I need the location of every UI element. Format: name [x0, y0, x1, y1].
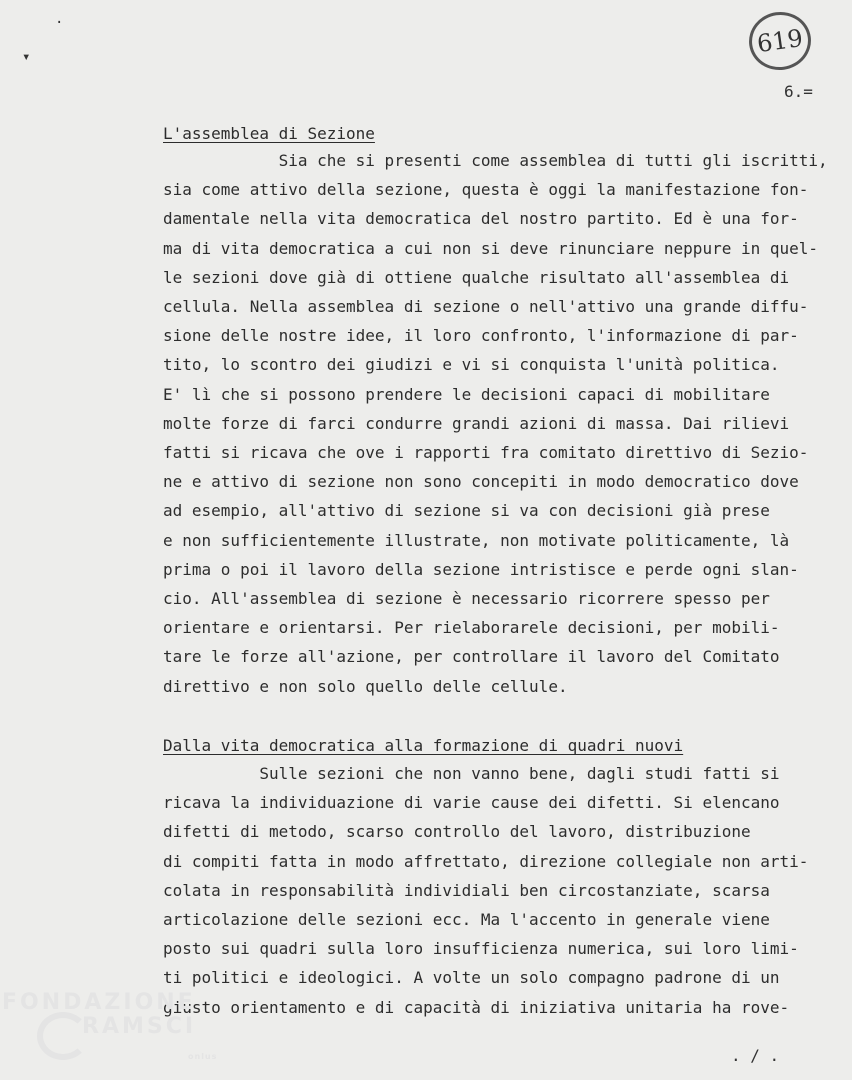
folio-number: 619 — [755, 23, 805, 59]
text-line: cellula. Nella assemblea di sezione o nell'attivo una grande diffu- — [163, 297, 809, 317]
text-line: ad esempio, all'attivo di sezione si va con decisioni già prese — [163, 501, 770, 521]
text-line: ti politici e ideologici. A volte un solo compagno padrone di un — [163, 968, 780, 988]
section-heading-assemblea: L'assemblea di Sezione — [163, 124, 375, 143]
text-line: e non sufficientemente illustrate, non motivate politicamente, là — [163, 530, 790, 550]
text-line: giusto orientamento e di capacità di iniziativa unitaria ha rove- — [163, 997, 790, 1017]
text-line: fatti si ricava che ove i rapporti fra comitato direttivo di Sezio- — [163, 443, 809, 463]
section-heading-quadri: Dalla vita democratica alla formazione di quadri nuovi — [163, 736, 684, 755]
paper-speck: ▾ — [22, 49, 31, 65]
text-line: damentale nella vita democratica del nostro partito. Ed è una for- — [163, 209, 799, 229]
continuation-mark: . / . — [731, 1046, 780, 1065]
text-line: orientare e orientarsi. Per rielaborarele decisioni, per mobili- — [163, 618, 780, 638]
watermark-line2: RAMSCI — [82, 1014, 197, 1039]
text-line: ricava la individuazione di varie cause dei difetti. Si elencano — [163, 793, 780, 813]
text-line: posto sui quadri sulla loro insufficienza numerica, sui loro limi- — [163, 939, 799, 959]
text-line: ma di vita democratica a cui non si deve rinunciare neppure in quel- — [163, 238, 819, 258]
text-line: cio. All'assemblea di sezione è necessario ricorrere spesso per — [163, 589, 770, 609]
text-line: E' lì che si possono prendere le decisioni capaci di mobilitare — [163, 384, 770, 404]
text-line: sione delle nostre idee, il loro confronto, l'informazione di par- — [163, 326, 799, 346]
text-line: ne e attivo di sezione non sono concepiti in modo democratico dove — [163, 472, 799, 492]
watermark-g-logo — [37, 1012, 89, 1060]
text-line: tare le forze all'azione, per controllare il lavoro del Comitato — [163, 647, 780, 667]
text-line: direttivo e non solo quello delle cellule. — [163, 676, 568, 696]
text-line: molte forze di farci condurre grandi azioni di massa. Dai rilievi — [163, 413, 790, 433]
page-number: 6.= — [784, 82, 813, 101]
section1-body — [163, 146, 852, 701]
text-line: sia come attivo della sezione, questa è oggi la manifestazione fon- — [163, 180, 809, 200]
text-line: colata in responsabilità individiali ben circostanziate, scarsa — [163, 880, 770, 900]
text-line: articolazione delle sezioni ecc. Ma l'accento in generale viene — [163, 910, 770, 930]
watermark-onlus: onlus — [188, 1052, 218, 1061]
folio-stamp — [745, 8, 814, 74]
text-line: Sulle sezioni che non vanno bene, dagli studi fatti si — [163, 764, 780, 783]
text-line: prima o poi il lavoro della sezione intristisce e perde ogni slan- — [163, 559, 799, 579]
text-line: di compiti fatta in modo affrettato, direzione collegiale non arti- — [163, 851, 809, 871]
section2-body — [163, 759, 852, 1022]
text-line: Sia che si presenti come assemblea di tutti gli iscritti, — [163, 151, 828, 170]
text-line: le sezioni dove già di ottiene qualche risultato all'assemblea di — [163, 267, 790, 287]
text-line: difetti di metodo, scarso controllo del lavoro, distribuzione — [163, 822, 751, 842]
text-line: tito, lo scontro dei giudizi e vi si conquista l'unità politica. — [163, 355, 780, 375]
paper-speck: · — [55, 15, 64, 31]
watermark-line1: FONDAZIONE — [2, 990, 196, 1015]
